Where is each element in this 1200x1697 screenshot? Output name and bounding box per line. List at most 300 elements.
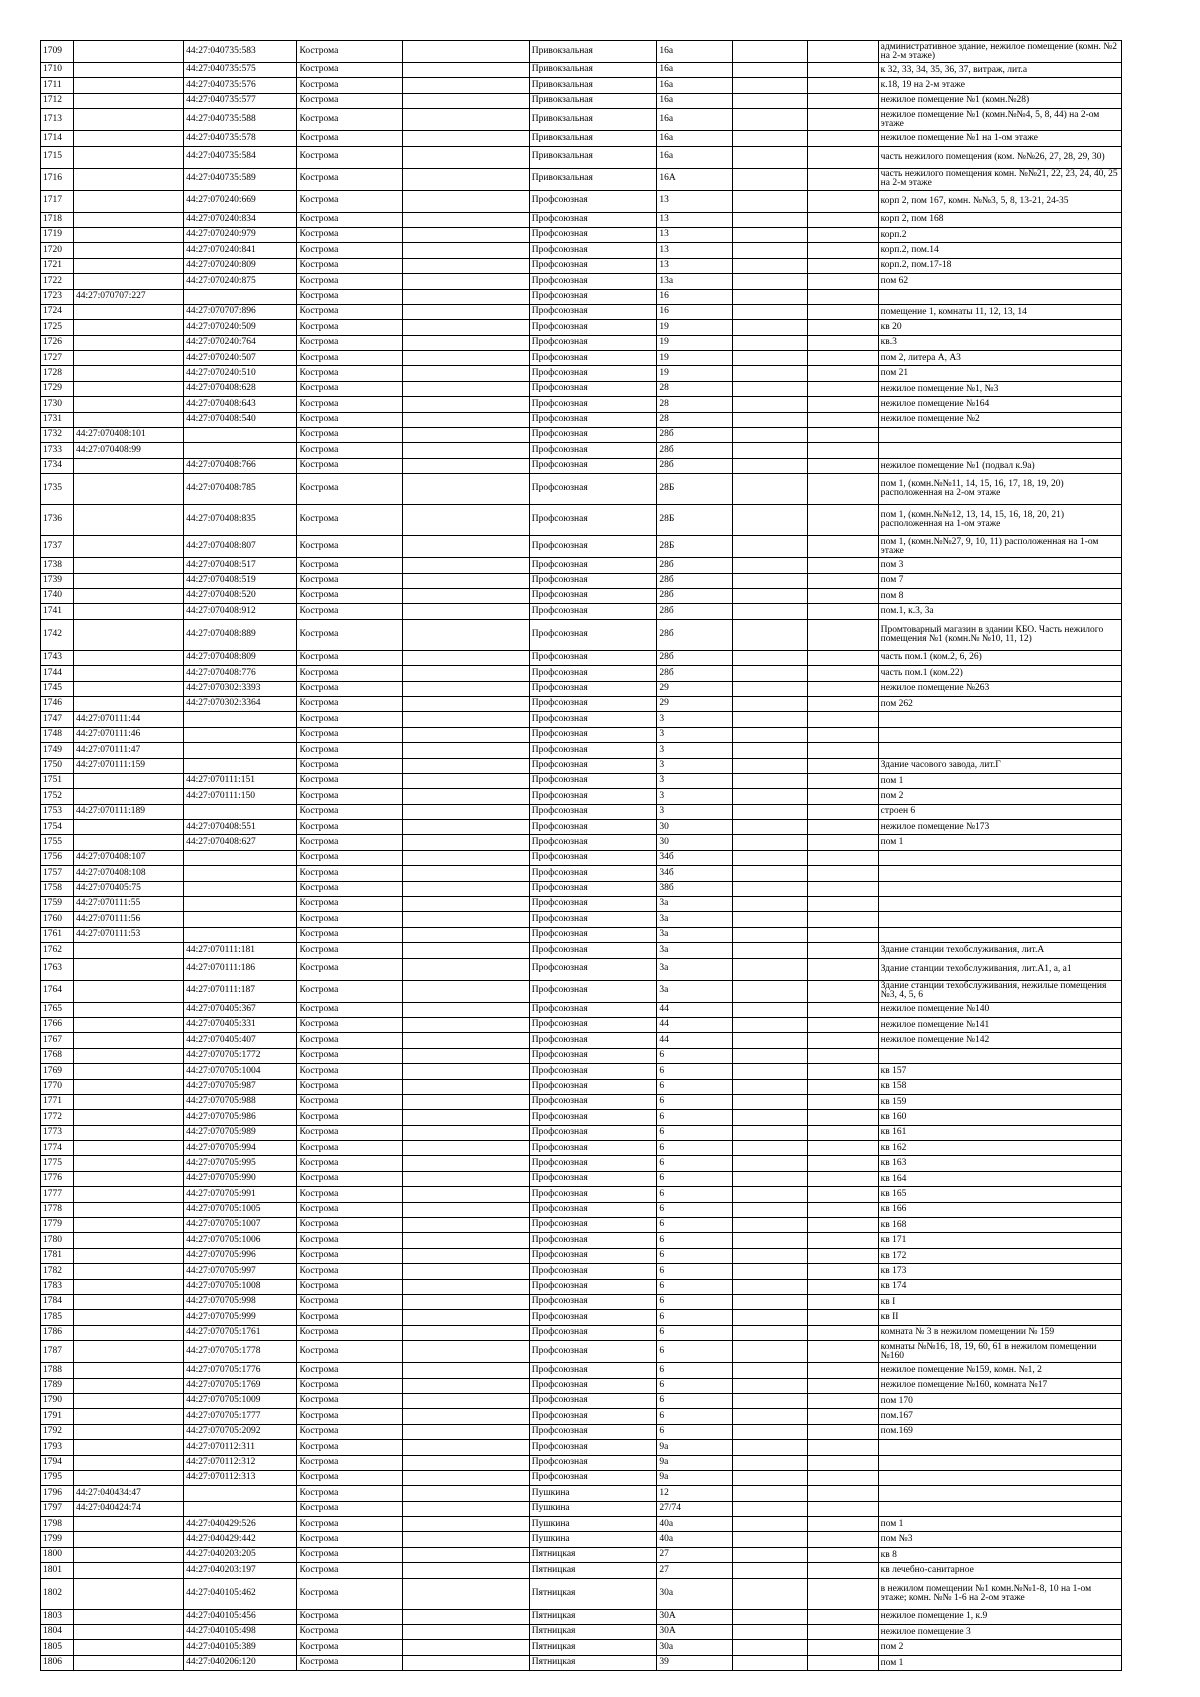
- table-row: [41, 588, 1122, 603]
- parcel-number: [74, 1125, 184, 1140]
- city: Кострома: [297, 443, 403, 458]
- street: Профсоюзная: [529, 212, 657, 227]
- city: Кострома: [297, 1187, 403, 1202]
- empty-cell: [808, 109, 878, 131]
- property-note: пом 7: [878, 573, 1121, 588]
- house-number: 13: [657, 212, 733, 227]
- street: Профсоюзная: [529, 1409, 657, 1424]
- empty-cell: [808, 131, 878, 146]
- row-number: 1767: [41, 1033, 74, 1048]
- parcel-number: [74, 1218, 184, 1233]
- cadastral-number: 44:27:070705:1772: [184, 1048, 297, 1063]
- street: Профсоюзная: [529, 258, 657, 273]
- empty-cell: [808, 1048, 878, 1063]
- empty-cell: [403, 927, 530, 942]
- row-number: 1747: [41, 712, 74, 727]
- empty-cell: [733, 712, 808, 727]
- house-number: 28б: [657, 558, 733, 573]
- row-number: 1736: [41, 505, 74, 536]
- house-number: 6: [657, 1171, 733, 1186]
- street: Профсоюзная: [529, 1393, 657, 1408]
- table-row: [41, 743, 1122, 758]
- city: Кострома: [297, 243, 403, 258]
- house-number: 16а: [657, 146, 733, 168]
- parcel-number: [74, 1110, 184, 1125]
- parcel-number: [74, 536, 184, 558]
- parcel-number: [74, 304, 184, 319]
- empty-cell: [403, 428, 530, 443]
- row-number: 1766: [41, 1017, 74, 1032]
- parcel-number: [74, 835, 184, 850]
- empty-cell: [403, 958, 530, 980]
- property-note: кв 172: [878, 1248, 1121, 1263]
- house-number: 28: [657, 397, 733, 412]
- empty-cell: [403, 1409, 530, 1424]
- city: Кострома: [297, 274, 403, 289]
- house-number: 30А: [657, 1609, 733, 1624]
- cadastral-number: 44:27:070112:311: [184, 1440, 297, 1455]
- empty-cell: [733, 146, 808, 168]
- empty-cell: [403, 866, 530, 881]
- empty-cell: [733, 1486, 808, 1501]
- row-number: 1729: [41, 381, 74, 396]
- row-number: 1733: [41, 443, 74, 458]
- empty-cell: [733, 1233, 808, 1248]
- empty-cell: [733, 604, 808, 619]
- city: Кострома: [297, 681, 403, 696]
- table-row: [41, 727, 1122, 742]
- parcel-number: [74, 1547, 184, 1562]
- empty-cell: [808, 1393, 878, 1408]
- empty-cell: [808, 412, 878, 427]
- house-number: 3а: [657, 927, 733, 942]
- empty-cell: [403, 243, 530, 258]
- house-number: 27: [657, 1563, 733, 1578]
- city: Кострома: [297, 980, 403, 1002]
- house-number: 40а: [657, 1532, 733, 1547]
- property-note: нежилое помещение №1 (комн.№28): [878, 93, 1121, 108]
- parcel-number: 44:27:070111:55: [74, 897, 184, 912]
- cadastral-number: 44:27:070705:995: [184, 1156, 297, 1171]
- row-number: 1763: [41, 958, 74, 980]
- empty-cell: [733, 289, 808, 304]
- property-note: [878, 443, 1121, 458]
- street: Профсоюзная: [529, 727, 657, 742]
- table-row: [41, 1470, 1122, 1485]
- empty-cell: [733, 1248, 808, 1263]
- house-number: 16а: [657, 131, 733, 146]
- empty-cell: [733, 1424, 808, 1439]
- empty-cell: [403, 1578, 530, 1609]
- row-number: 1732: [41, 428, 74, 443]
- property-note: Промтоварный магазин в здании КБО. Часть нежилого помещения №1 (комн.№ №10, 11, 12): [878, 619, 1121, 650]
- parcel-number: [74, 1393, 184, 1408]
- cadastral-number: 44:27:070405:331: [184, 1017, 297, 1032]
- row-number: 1791: [41, 1409, 74, 1424]
- empty-cell: [733, 1187, 808, 1202]
- house-number: 19: [657, 335, 733, 350]
- cadastral-number: 44:27:070408:766: [184, 458, 297, 473]
- street: Профсоюзная: [529, 1141, 657, 1156]
- property-note: пом 21: [878, 366, 1121, 381]
- table-row: [41, 41, 1122, 63]
- table-row: [41, 573, 1122, 588]
- house-number: 28б: [657, 443, 733, 458]
- cadastral-number: 44:27:040735:589: [184, 168, 297, 190]
- street: Профсоюзная: [529, 1064, 657, 1079]
- street: Профсоюзная: [529, 1017, 657, 1032]
- row-number: 1794: [41, 1455, 74, 1470]
- row-number: 1739: [41, 573, 74, 588]
- empty-cell: [808, 1341, 878, 1363]
- cadastral-number: [184, 897, 297, 912]
- street: Профсоюзная: [529, 397, 657, 412]
- row-number: 1785: [41, 1310, 74, 1325]
- row-number: 1720: [41, 243, 74, 258]
- city: Кострома: [297, 1378, 403, 1393]
- empty-cell: [808, 773, 878, 788]
- empty-cell: [403, 381, 530, 396]
- city: Кострома: [297, 190, 403, 212]
- city: Кострома: [297, 850, 403, 865]
- empty-cell: [403, 320, 530, 335]
- row-number: 1755: [41, 835, 74, 850]
- cadastral-number: 44:27:070408:776: [184, 666, 297, 681]
- parcel-number: [74, 274, 184, 289]
- property-note: пом 1: [878, 1517, 1121, 1532]
- empty-cell: [808, 835, 878, 850]
- city: Кострома: [297, 1125, 403, 1140]
- city: Кострома: [297, 1409, 403, 1424]
- house-number: 28: [657, 381, 733, 396]
- city: Кострома: [297, 573, 403, 588]
- parcel-number: [74, 1517, 184, 1532]
- row-number: 1721: [41, 258, 74, 273]
- house-number: 30: [657, 835, 733, 850]
- empty-cell: [733, 1501, 808, 1516]
- empty-cell: [403, 274, 530, 289]
- table-row: [41, 1455, 1122, 1470]
- empty-cell: [403, 1486, 530, 1501]
- street: Привокзальная: [529, 131, 657, 146]
- cadastral-number: 44:27:070705:991: [184, 1187, 297, 1202]
- table-row: [41, 758, 1122, 773]
- empty-cell: [733, 958, 808, 980]
- parcel-number: [74, 1578, 184, 1609]
- property-note: [878, 428, 1121, 443]
- house-number: 6: [657, 1295, 733, 1310]
- city: Кострома: [297, 1295, 403, 1310]
- parcel-number: [74, 351, 184, 366]
- property-note: кв 159: [878, 1094, 1121, 1109]
- parcel-number: [74, 412, 184, 427]
- street: Профсоюзная: [529, 1002, 657, 1017]
- street: Профсоюзная: [529, 1248, 657, 1263]
- row-number: 1761: [41, 927, 74, 942]
- house-number: 40а: [657, 1517, 733, 1532]
- property-note: [878, 1455, 1121, 1470]
- empty-cell: [808, 1233, 878, 1248]
- table-row: [41, 1563, 1122, 1578]
- table-row: [41, 1017, 1122, 1032]
- street: Профсоюзная: [529, 866, 657, 881]
- empty-cell: [808, 712, 878, 727]
- house-number: 16А: [657, 168, 733, 190]
- empty-cell: [403, 743, 530, 758]
- parcel-number: [74, 1640, 184, 1655]
- table-row: [41, 1048, 1122, 1063]
- property-note: пом №3: [878, 1532, 1121, 1547]
- empty-cell: [808, 320, 878, 335]
- empty-cell: [733, 335, 808, 350]
- table-row: [41, 190, 1122, 212]
- empty-cell: [733, 1033, 808, 1048]
- house-number: 13а: [657, 274, 733, 289]
- cadastral-number: 44:27:070112:312: [184, 1455, 297, 1470]
- cadastral-number: [184, 289, 297, 304]
- street: Профсоюзная: [529, 1233, 657, 1248]
- empty-cell: [808, 789, 878, 804]
- house-number: 3а: [657, 912, 733, 927]
- empty-cell: [808, 1470, 878, 1485]
- house-number: 30а: [657, 1578, 733, 1609]
- cadastral-number: 44:27:070705:1776: [184, 1363, 297, 1378]
- property-note: кв 174: [878, 1279, 1121, 1294]
- empty-cell: [403, 1141, 530, 1156]
- table-row: [41, 412, 1122, 427]
- empty-cell: [808, 1547, 878, 1562]
- cadastral-number: 44:27:040735:576: [184, 78, 297, 93]
- empty-cell: [403, 1218, 530, 1233]
- empty-cell: [733, 897, 808, 912]
- table-row: [41, 428, 1122, 443]
- street: Профсоюзная: [529, 1033, 657, 1048]
- empty-cell: [733, 727, 808, 742]
- table-row: [41, 458, 1122, 473]
- property-note: корп.2: [878, 227, 1121, 242]
- street: Привокзальная: [529, 168, 657, 190]
- row-number: 1772: [41, 1110, 74, 1125]
- house-number: 39: [657, 1655, 733, 1670]
- house-number: 3а: [657, 943, 733, 958]
- property-note: пом 262: [878, 696, 1121, 711]
- street: Привокзальная: [529, 146, 657, 168]
- empty-cell: [733, 881, 808, 896]
- table-row: [41, 604, 1122, 619]
- empty-cell: [403, 536, 530, 558]
- property-note: нежилое помещение №140: [878, 1002, 1121, 1017]
- parcel-number: [74, 1002, 184, 1017]
- house-number: 6: [657, 1248, 733, 1263]
- parcel-number: 44:27:070111:53: [74, 927, 184, 942]
- house-number: 6: [657, 1156, 733, 1171]
- cadastral-number: 44:27:040735:578: [184, 131, 297, 146]
- property-note: [878, 1470, 1121, 1485]
- house-number: 3: [657, 789, 733, 804]
- row-number: 1783: [41, 1279, 74, 1294]
- house-number: 30: [657, 820, 733, 835]
- cadastral-number: 44:27:070705:990: [184, 1171, 297, 1186]
- property-note: часть нежилого помещения комн. №№21, 22, 23, 24, 40, 25 на 2-м этаже: [878, 168, 1121, 190]
- empty-cell: [403, 366, 530, 381]
- street: Профсоюзная: [529, 1310, 657, 1325]
- table-row: [41, 835, 1122, 850]
- empty-cell: [403, 1233, 530, 1248]
- property-note: пом 170: [878, 1393, 1121, 1408]
- table-row: [41, 93, 1122, 108]
- city: Кострома: [297, 897, 403, 912]
- empty-cell: [733, 743, 808, 758]
- table-row: [41, 366, 1122, 381]
- row-number: 1776: [41, 1171, 74, 1186]
- city: Кострома: [297, 1393, 403, 1408]
- row-number: 1759: [41, 897, 74, 912]
- parcel-number: [74, 1310, 184, 1325]
- row-number: 1728: [41, 366, 74, 381]
- parcel-number: [74, 1563, 184, 1578]
- empty-cell: [403, 1310, 530, 1325]
- street: Профсоюзная: [529, 789, 657, 804]
- row-number: 1802: [41, 1578, 74, 1609]
- parcel-number: [74, 573, 184, 588]
- empty-cell: [403, 1125, 530, 1140]
- city: Кострома: [297, 696, 403, 711]
- parcel-number: [74, 78, 184, 93]
- house-number: 16а: [657, 93, 733, 108]
- empty-cell: [808, 980, 878, 1002]
- empty-cell: [403, 168, 530, 190]
- cadastral-number: [184, 866, 297, 881]
- empty-cell: [808, 1017, 878, 1032]
- row-number: 1756: [41, 850, 74, 865]
- empty-cell: [733, 773, 808, 788]
- table-row: [41, 78, 1122, 93]
- empty-cell: [808, 1440, 878, 1455]
- empty-cell: [808, 1563, 878, 1578]
- empty-cell: [808, 366, 878, 381]
- table-row: [41, 1279, 1122, 1294]
- street: Профсоюзная: [529, 227, 657, 242]
- parcel-number: [74, 958, 184, 980]
- empty-cell: [403, 227, 530, 242]
- street: Профсоюзная: [529, 1295, 657, 1310]
- city: Кострома: [297, 458, 403, 473]
- empty-cell: [403, 505, 530, 536]
- parcel-number: [74, 1064, 184, 1079]
- empty-cell: [808, 168, 878, 190]
- empty-cell: [403, 1264, 530, 1279]
- street: Профсоюзная: [529, 1171, 657, 1186]
- property-note: [878, 897, 1121, 912]
- parcel-number: [74, 681, 184, 696]
- empty-cell: [403, 1517, 530, 1532]
- empty-cell: [403, 458, 530, 473]
- empty-cell: [733, 1517, 808, 1532]
- cadastral-number: 44:27:070408:627: [184, 835, 297, 850]
- street: Профсоюзная: [529, 289, 657, 304]
- empty-cell: [733, 366, 808, 381]
- table-row: [41, 712, 1122, 727]
- row-number: 1722: [41, 274, 74, 289]
- row-number: 1798: [41, 1517, 74, 1532]
- house-number: 6: [657, 1141, 733, 1156]
- property-note: пом 3: [878, 558, 1121, 573]
- table-row: [41, 1440, 1122, 1455]
- empty-cell: [733, 681, 808, 696]
- city: Кострома: [297, 258, 403, 273]
- row-number: 1775: [41, 1156, 74, 1171]
- empty-cell: [403, 681, 530, 696]
- street: Пятницкая: [529, 1655, 657, 1670]
- cadastral-number: 44:27:070705:999: [184, 1310, 297, 1325]
- house-number: 3: [657, 773, 733, 788]
- empty-cell: [808, 428, 878, 443]
- cadastral-number: 44:27:040429:442: [184, 1532, 297, 1547]
- parcel-number: [74, 41, 184, 63]
- property-note: к 32, 33, 34, 35, 36, 37, витраж, лит.а: [878, 63, 1121, 78]
- empty-cell: [733, 131, 808, 146]
- row-number: 1780: [41, 1233, 74, 1248]
- city: Кострома: [297, 412, 403, 427]
- property-note: [878, 850, 1121, 865]
- table-row: [41, 696, 1122, 711]
- property-note: административное здание, нежилое помещение (комн. №2 на 2-м этаже): [878, 41, 1121, 63]
- street: Профсоюзная: [529, 1470, 657, 1485]
- row-number: 1765: [41, 1002, 74, 1017]
- parcel-number: [74, 604, 184, 619]
- property-note: нежилое помещение №1 (комн.№№4, 5, 8, 44) на 2-ом этаже: [878, 109, 1121, 131]
- empty-cell: [403, 789, 530, 804]
- table-row: [41, 1341, 1122, 1363]
- house-number: 6: [657, 1409, 733, 1424]
- empty-cell: [808, 1455, 878, 1470]
- table-row: [41, 1141, 1122, 1156]
- row-number: 1779: [41, 1218, 74, 1233]
- empty-cell: [403, 474, 530, 505]
- table-row: [41, 927, 1122, 942]
- city: Кострома: [297, 1110, 403, 1125]
- row-number: 1716: [41, 168, 74, 190]
- property-note: кв 173: [878, 1264, 1121, 1279]
- parcel-number: [74, 1079, 184, 1094]
- row-number: 1715: [41, 146, 74, 168]
- row-number: 1741: [41, 604, 74, 619]
- street: Пятницкая: [529, 1547, 657, 1562]
- row-number: 1743: [41, 650, 74, 665]
- street: Профсоюзная: [529, 650, 657, 665]
- house-number: 44: [657, 1017, 733, 1032]
- city: Кострома: [297, 351, 403, 366]
- parcel-number: [74, 943, 184, 958]
- property-note: [878, 927, 1121, 942]
- city: Кострома: [297, 1363, 403, 1378]
- row-number: 1796: [41, 1486, 74, 1501]
- row-number: 1738: [41, 558, 74, 573]
- property-note: комнаты №№16, 18, 19, 60, 61 в нежилом помещении №160: [878, 1341, 1121, 1363]
- property-note: кв 157: [878, 1064, 1121, 1079]
- table-row: [41, 820, 1122, 835]
- cadastral-number: [184, 804, 297, 819]
- empty-cell: [808, 912, 878, 927]
- cadastral-number: 44:27:070111:181: [184, 943, 297, 958]
- row-number: 1746: [41, 696, 74, 711]
- empty-cell: [733, 1218, 808, 1233]
- parcel-number: [74, 1532, 184, 1547]
- empty-cell: [733, 666, 808, 681]
- street: Профсоюзная: [529, 588, 657, 603]
- row-number: 1714: [41, 131, 74, 146]
- table-row: [41, 943, 1122, 958]
